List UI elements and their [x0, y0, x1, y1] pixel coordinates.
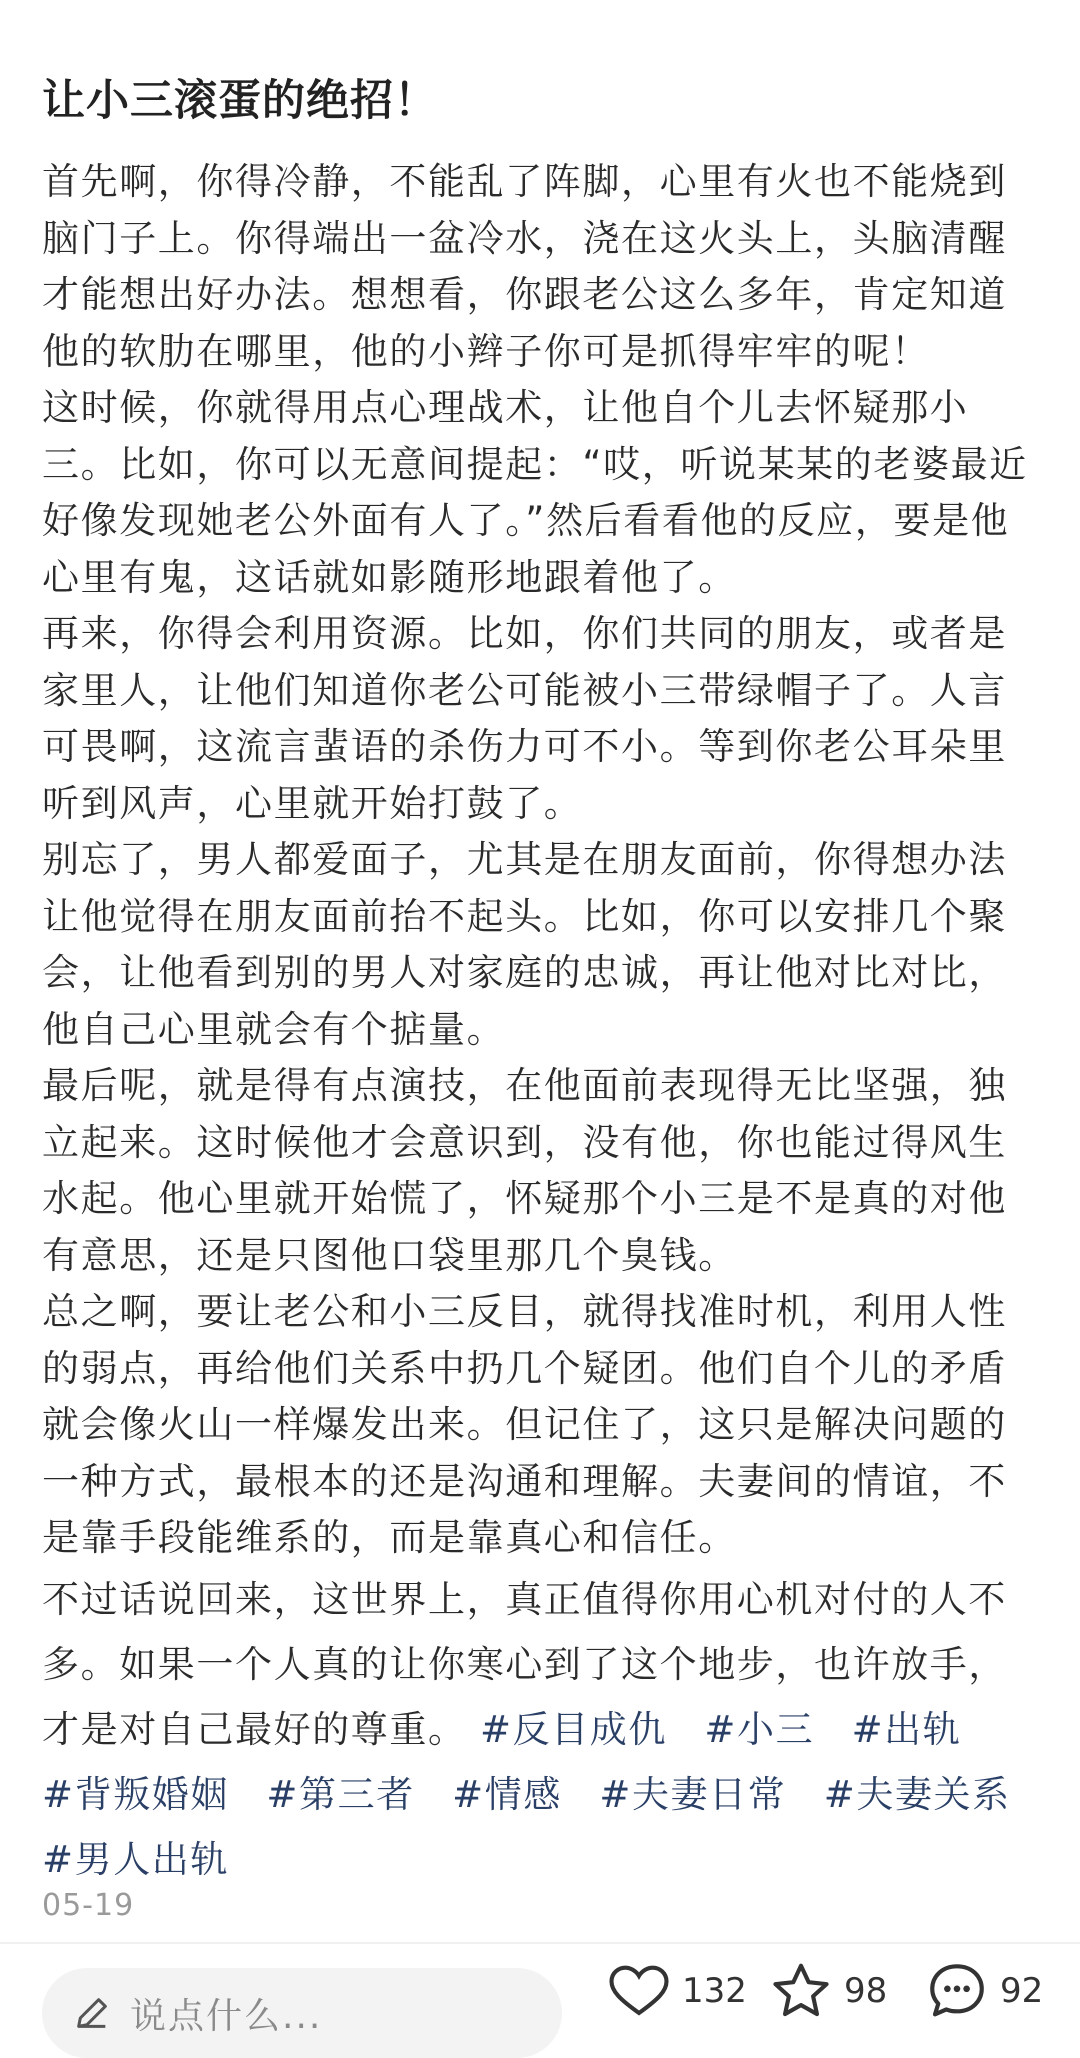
like-count: 132 — [682, 1971, 747, 2011]
post-paragraph-7: 不过话说回来，这世界上，真正值得你用心机对付的人不多。如果一个人真的让你寒心到了这个地步，也许放手，才是对自己最好的尊重。 — [42, 1577, 1007, 1751]
pencil-icon — [72, 1993, 112, 2033]
favorite-count: 98 — [844, 1971, 888, 2011]
comment-placeholder: 说点什么... — [130, 1995, 323, 2037]
post-paragraph-6: 总之啊，要让老公和小三反目，就得找准时机，利用人性的弱点，再给他们关系中扔几个疑团。他们自个儿的矛盾就会像火山一样爆发出来。但记住了，这只是解决问题的一种方式，最根本的还是沟通和理解。夫妻间的情谊，不是靠手段能维系的，而是靠真心和信任。 — [42, 1290, 1007, 1559]
hashtag-link[interactable]: #第三者 — [266, 1772, 415, 1816]
hashtag-link[interactable]: #反目成仇 — [479, 1707, 667, 1751]
hashtag-link[interactable]: #出轨 — [851, 1707, 962, 1751]
favorite-button[interactable] — [768, 1958, 887, 2024]
post-last-paragraph-with-tags — [42, 1567, 1042, 1892]
hashtag-link[interactable]: #夫妻日常 — [599, 1772, 787, 1816]
post-paragraph-1: 首先啊，你得冷静，不能乱了阵脚，心里有火也不能烧到脑门子上。你得端出一盆冷水，浇在这火头上，头脑清醒才能想出好办法。想想看，你跟老公这么多年，肯定知道他的软肋在哪里，他的小辫子你可是抓得牢牢的呢！ — [42, 160, 1007, 373]
hashtag-link[interactable]: #情感 — [452, 1772, 562, 1816]
comment-button[interactable] — [924, 1958, 1043, 2024]
post-title: 让小三滚蛋的绝招！ — [42, 76, 438, 126]
hashtag-link[interactable]: #背叛婚姻 — [42, 1772, 230, 1816]
comment-bubble-icon — [924, 1958, 990, 2024]
post-paragraph-3: 再来，你得会利用资源。比如，你们共同的朋友，或者是家里人，让他们知道你老公可能被小三带绿帽子了。人言可畏啊，这流言蜚语的杀伤力可不小。等到你老公耳朵里听到风声，心里就开始打鼓了。 — [42, 612, 1007, 825]
post-paragraph-5: 最后呢，就是得有点演技，在他面前表现得无比坚强，独立起来。这时候他才会意识到，没有他，你也能过得风生水起。他心里就开始慌了，怀疑那个小三是不是真的对他有意思，还是只图他口袋里那几个臭钱。 — [42, 1064, 1007, 1277]
bottom-action-bar — [0, 1944, 1080, 2037]
post-paragraph-4: 别忘了，男人都爱面子，尤其是在朋友面前，你得想办法让他觉得在朋友面前抬不起头。比如，你可以安排几个聚会，让他看到别的男人对家庭的忠诚，再让他对比对比，他自己心里就会有个掂量。 — [42, 838, 1007, 1051]
post-content — [42, 70, 1042, 1892]
hashtag-link[interactable]: #男人出轨 — [42, 1837, 230, 1881]
hashtag-link[interactable]: #夫妻关系 — [823, 1772, 1011, 1816]
star-icon — [768, 1958, 834, 2024]
comment-input[interactable] — [42, 1968, 562, 2058]
heart-icon — [606, 1958, 672, 2024]
hashtag-link[interactable]: #小三 — [704, 1707, 815, 1751]
like-button[interactable] — [606, 1958, 747, 2024]
comment-count: 92 — [1000, 1971, 1044, 2011]
post-date: 05-19 — [42, 1888, 135, 1923]
post-paragraph-2: 这时候，你就得用点心理战术，让他自个儿去怀疑那小三。比如，你可以无意间提起：“哎，听说某某的老婆最近好像发现她老公外面有人了。”然后看看他的反应，要是他心里有鬼，这话就如影随形地跟着他了。 — [42, 386, 1028, 599]
